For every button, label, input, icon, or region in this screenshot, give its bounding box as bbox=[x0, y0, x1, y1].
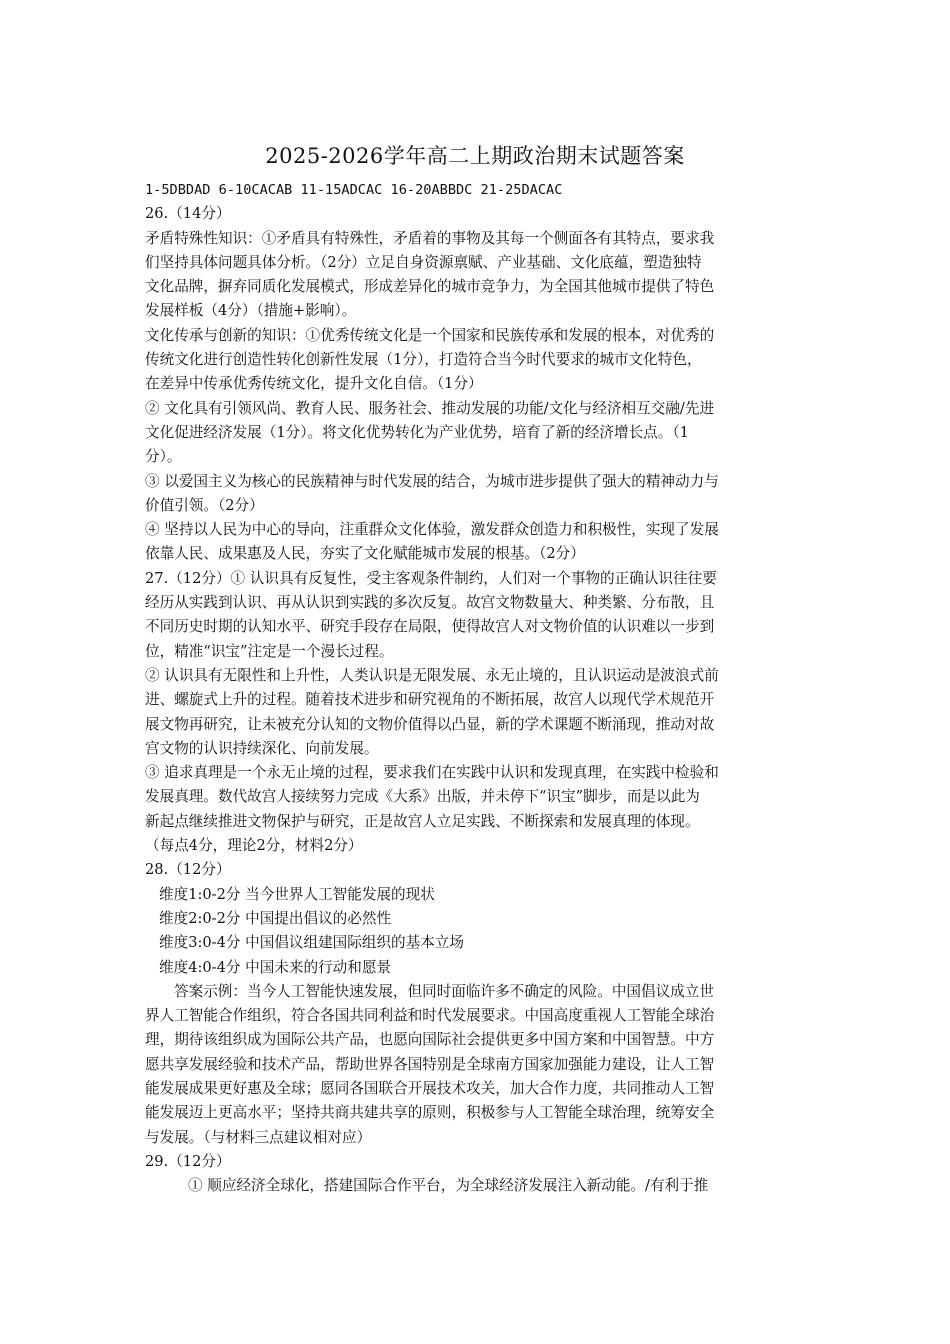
text-line: 26.（14分） bbox=[145, 205, 231, 223]
text-line: 29.（12分） bbox=[145, 1152, 231, 1170]
text-line: 能发展成果更好惠及全球；愿同各国联合开展技术攻关，加大合作力度，共同推动人工智 bbox=[145, 1079, 715, 1097]
text-line: 27.（12分）① 认识具有反复性，受主客观条件制约，人们对一个事物的正确认识往往要 bbox=[145, 569, 717, 587]
text-line: 依靠人民、成果惠及人民，夯实了文化赋能城市发展的根基。（2分） bbox=[145, 545, 585, 563]
text-line: 文化传承与创新的知识：①优秀传统文化是一个国家和民族传承和发展的根本，对优秀的 bbox=[145, 326, 715, 344]
text-line: 28.（12分） bbox=[145, 861, 231, 879]
text-line: 们坚持具体问题具体分析。（2分）立足自身资源禀赋、产业基础、文化底蕴，塑造独特 bbox=[145, 253, 702, 271]
text-line: 维度3:0-4分 中国倡议组建国际组织的基本立场 bbox=[159, 934, 465, 952]
text-line: 矛盾特殊性知识：①矛盾具有特殊性，矛盾着的事物及其每一个侧面各有其特点，要求我 bbox=[145, 229, 715, 247]
text-line: 宫文物的认识持续深化、向前发展。 bbox=[145, 739, 379, 757]
text-line: 在差异中传承优秀传统文化，提升文化自信。（1分） bbox=[145, 375, 483, 393]
text-line: ④ 坚持以人民为中心的导向，注重群众文化体验，激发群众创造力和积极性，实现了发展 bbox=[145, 521, 719, 539]
text-line: （每点4分，理论2分，材料2分） bbox=[145, 837, 363, 855]
text-line: 界人工智能合作组织，符合各国共同利益和时代发展要求。中国高度重视人工智能全球治 bbox=[145, 1007, 715, 1025]
text-line: 维度2:0-2分 中国提出倡议的必然性 bbox=[159, 909, 392, 927]
text-line: 不同历史时期的认知水平、研究手段存在局限，使得故宫人对文物价值的认识难以一步到 bbox=[145, 618, 715, 636]
text-line: 传统文化进行创造性转化创新性发展（1分），打造符合当今时代要求的城市文化特色， bbox=[145, 351, 702, 369]
text-line: 1-5DBDAD 6-10CACAB 11-15ADCAC 16-20ABBDC 21-25DACAC bbox=[145, 182, 563, 198]
text-line: 维度1:0-2分 当今世界人工智能发展的现状 bbox=[159, 885, 435, 903]
text-line: 分）。 bbox=[145, 448, 182, 466]
text-line: 发展真理。数代故宫人接续努力完成《大系》出版，并未停下“识宝”脚步，而是以此为 bbox=[145, 788, 700, 806]
page-title: 2025-2026学年高二上期政治期末试题答案 bbox=[265, 144, 685, 168]
text-line: ① 顺应经济全球化，搭建国际合作平台，为全球经济发展注入新动能。/有利于推 bbox=[188, 1177, 709, 1195]
text-line: ③ 追求真理是一个永无止境的过程，要求我们在实践中认识和发现真理，在实践中检验和 bbox=[145, 764, 719, 782]
text-line: 价值引领。（2分） bbox=[145, 496, 264, 514]
text-line: 展文物再研究，让未被充分认知的文物价值得以凸显，新的学术课题不断涌现，推动对故 bbox=[145, 715, 715, 733]
text-line: 文化品牌，摒弃同质化发展模式，形成差异化的城市竞争力，为全国其他城市提供了特色 bbox=[145, 278, 715, 296]
text-line: 答案示例：当今人工智能快速发展，但同时面临许多不确定的风险。中国倡议成立世 bbox=[174, 982, 714, 1000]
answer-body bbox=[145, 178, 813, 1198]
text-line: 能发展迈上更高水平；坚持共商共建共享的原则，积极参与人工智能全球治理，统筹安全 bbox=[145, 1104, 715, 1122]
text-line: 位，精准“识宝”注定是一个漫长过程。 bbox=[145, 642, 394, 660]
text-line: 愿共享发展经验和技术产品，帮助世界各国特别是全球南方国家加强能力建设，让人工智 bbox=[145, 1055, 715, 1073]
text-line: 进、螺旋式上升的过程。随着技术进步和研究视角的不断拓展，故宫人以现代学术规范开 bbox=[145, 691, 715, 709]
text-line: ② 认识具有无限性和上升性，人类认识是无限发展、永无止境的，且认识运动是波浪式前 bbox=[145, 666, 719, 684]
text-line: 理，期待该组织成为国际公共产品，也愿向国际社会提供更多中国方案和中国智慧。中方 bbox=[145, 1031, 715, 1049]
text-line: ② 文化具有引领风尚、教育人民、服务社会、推动发展的功能/文化与经济相互交融/先进 bbox=[145, 399, 715, 417]
text-line: 发展样板（4分）（措施+影响）。 bbox=[145, 302, 357, 320]
text-line: 与发展。（与材料三点建议相对应） bbox=[145, 1128, 372, 1146]
text-line: 经历从实践到认识、再从认识到实践的多次反复。故宫文物数量大、种类繁、分布散，且 bbox=[145, 594, 715, 612]
text-line: 新起点继续推进文物保护与研究，正是故宫人立足实践、不断探索和发展真理的体现。 bbox=[145, 812, 700, 830]
text-line: ③ 以爱国主义为核心的民族精神与时代发展的结合，为城市进步提供了强大的精神动力与 bbox=[145, 472, 719, 490]
text-line: 文化促进经济发展（1分）。将文化优势转化为产业优势，培育了新的经济增长点。（1 bbox=[145, 423, 689, 441]
text-line: 维度4:0-4分 中国未来的行动和愿景 bbox=[159, 958, 392, 976]
